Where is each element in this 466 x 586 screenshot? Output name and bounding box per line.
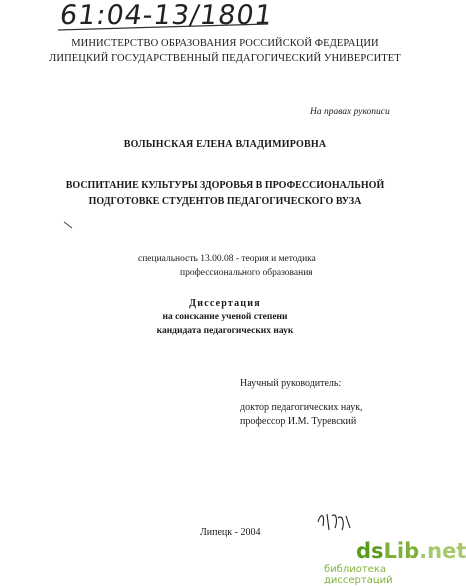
author-name: ВОЛЫНСКАЯ ЕЛЕНА ВЛАДИМИРОВНА [123,139,327,150]
thesis-title-line-2: ПОДГОТОВКЕ СТУДЕНТОВ ПЕДАГОГИЧЕСКОГО ВУЗА [88,196,362,207]
degree-line-1: на соискание ученой степени [162,312,288,322]
rights-note: На правах рукописи [310,107,390,117]
supervisor-label: Научный руководитель: [240,378,342,389]
watermark-net: .net [419,539,466,563]
university-heading: ЛИПЕЦКИЙ ГОСУДАРСТВЕННЫЙ ПЕДАГОГИЧЕСКИЙ УНИВЕРСИТЕТ [49,53,401,64]
watermark-subtitle: библиотека диссертаций [324,564,393,586]
handwritten-signature [318,514,350,530]
stamp-underline [58,24,268,30]
supervisor-name: профессор И.М. Туревский [240,416,357,427]
watermark-ds: ds [356,539,384,563]
dslib-watermark-logo [356,539,466,563]
scan-mark [64,222,72,228]
specialty-line-1: специальность 13.00.08 - теория и методика [138,254,316,264]
specialty-line-2: профессионального образования [180,268,313,278]
degree-line-2: кандидата педагогических наук [156,326,294,336]
thesis-title-line-1: ВОСПИТАНИЕ КУЛЬТУРЫ ЗДОРОВЬЯ В ПРОФЕССИОНАЛЬНОЙ [65,180,385,191]
archive-stamp-number: 61:04-13/1801 [57,0,275,31]
dissertation-label: Диссертация [189,298,261,309]
city-year: Липецк - 2004 [200,527,261,538]
ministry-heading: МИНИСТЕРСТВО ОБРАЗОВАНИЯ РОССИЙСКОЙ ФЕДЕРАЦИИ [71,38,379,49]
watermark-lib: Lib [383,539,420,563]
supervisor-degree: доктор педагогических наук, [240,402,363,413]
